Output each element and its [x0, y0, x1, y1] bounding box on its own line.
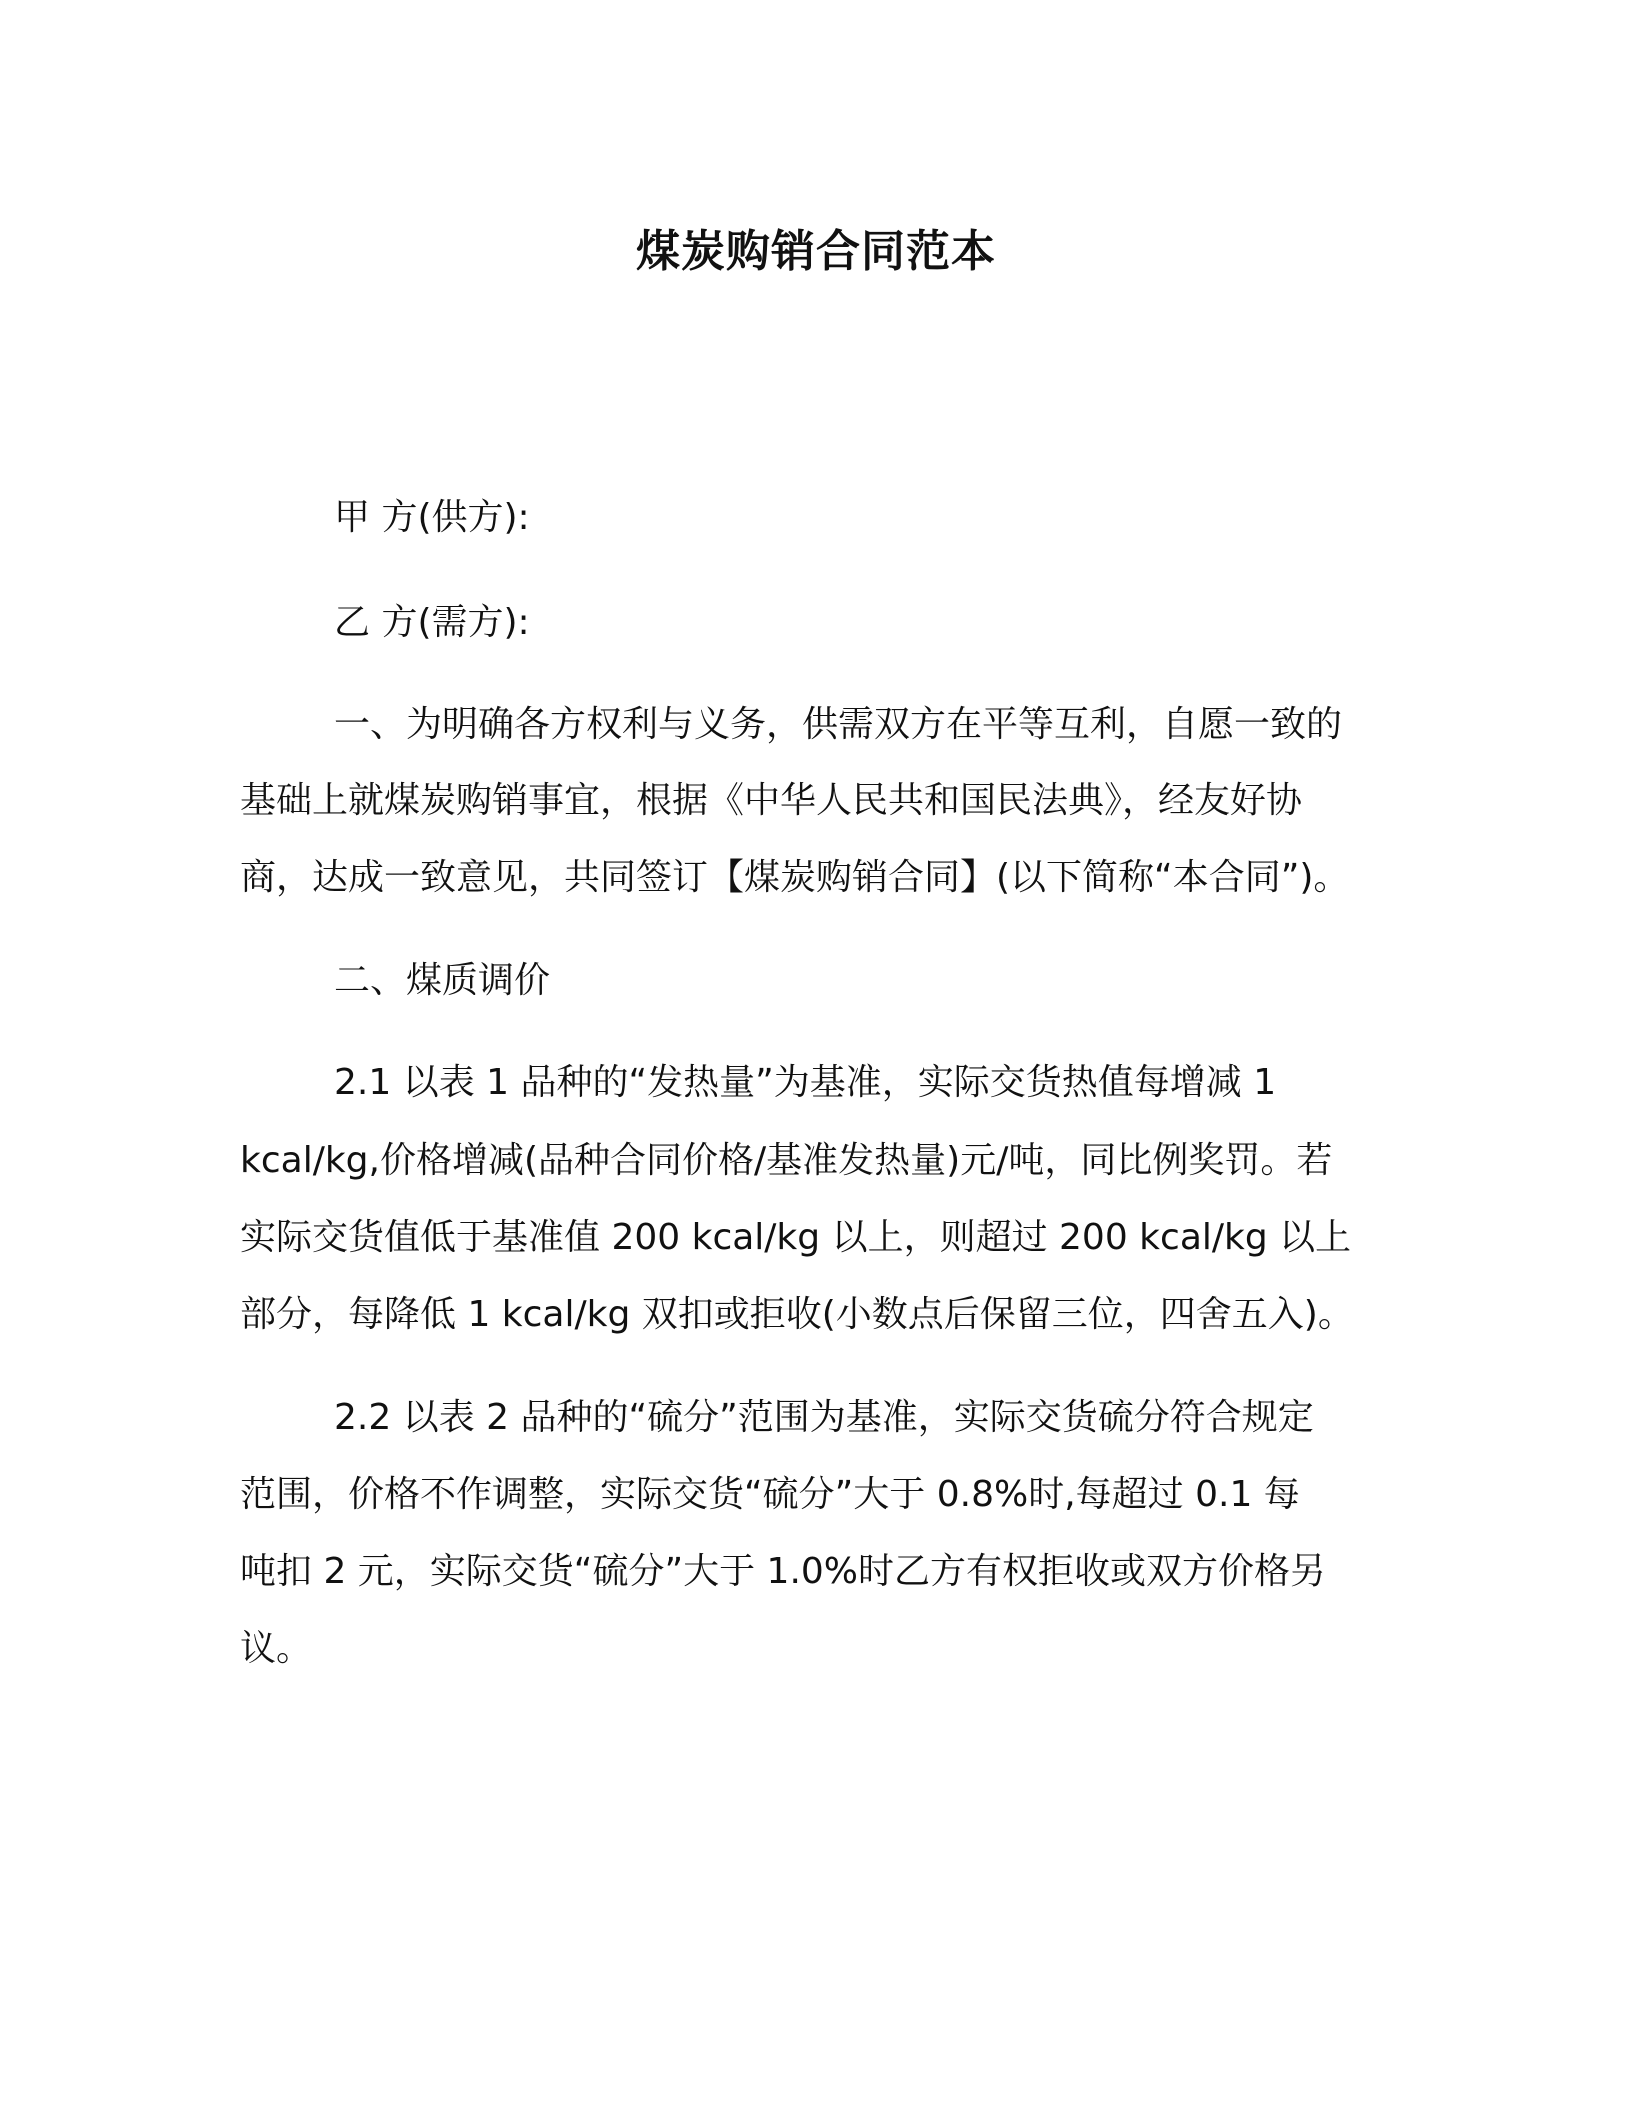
- clause-2-2-line-1: 2.2 以表 2 品种的“硫分”范围为基准，实际交货硫分符合规定: [334, 1397, 1314, 1438]
- clause-2-2-line-4: 议。: [240, 1628, 313, 1669]
- section-2-heading: 二、煤质调价: [334, 960, 551, 1001]
- clause-2-1-line-3: 实际交货值低于基准值 200 kcal/kg 以上，则超过 200 kcal/kg 以上: [240, 1217, 1352, 1258]
- section-1-line-2: 基础上就煤炭购销事宜，根据《中华人民共和国民法典》，经友好协: [240, 780, 1303, 821]
- section-1-line-3: 商，达成一致意见，共同签订【煤炭购销合同】(以下简称“本合同”)。: [240, 857, 1350, 898]
- section-1-line-1: 一、为明确各方权利与义务，供需双方在平等互利，自愿一致的: [334, 704, 1343, 745]
- clause-2-1-line-4: 部分，每降低 1 kcal/kg 双扣或拒收(小数点后保留三位，四舍五入)。: [240, 1294, 1354, 1335]
- clause-2-1-line-1: 2.1 以表 1 品种的“发热量”为基准，实际交货热值每增减 1: [334, 1062, 1277, 1103]
- party-a-label: 甲 方(供方):: [334, 497, 530, 538]
- party-b-label: 乙 方(需方):: [334, 602, 530, 643]
- clause-2-1-line-2: kcal/kg,价格增减(品种合同价格/基准发热量)元/吨，同比例奖罚。若: [240, 1140, 1333, 1181]
- document-title: 煤炭购销合同范本: [636, 226, 996, 277]
- clause-2-2-line-3: 吨扣 2 元，实际交货“硫分”大于 1.0%时乙方有权拒收或双方价格另: [240, 1551, 1326, 1592]
- clause-2-2-line-2: 范围，价格不作调整，实际交货“硫分”大于 0.8%时,每超过 0.1 每: [240, 1474, 1300, 1515]
